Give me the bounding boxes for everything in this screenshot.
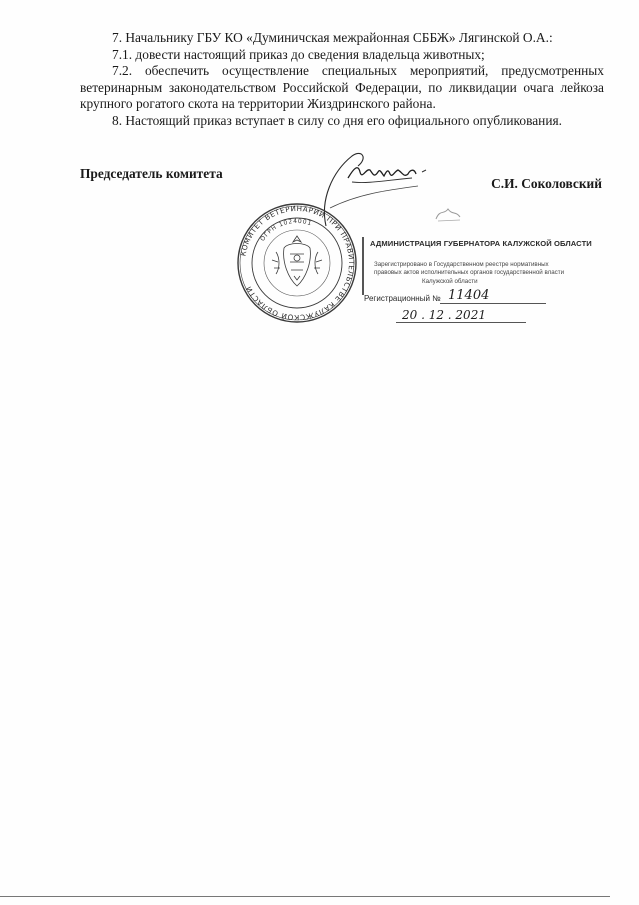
registration-date-underline [396, 322, 526, 323]
stamp-left-rule [362, 237, 364, 295]
registration-header: АДМИНИСТРАЦИЯ ГУБЕРНАТОРА КАЛУЖСКОЙ ОБЛАСТИ [370, 239, 592, 248]
signatory-name: С.И. Соколовский [491, 176, 602, 191]
registration-number-label: Регистрационный № [364, 294, 441, 303]
svg-text:ОГРН 1024001: ОГРН 1024001 [259, 217, 313, 243]
paragraph-7-1: 7.1. довести настоящий приказ до сведения владельца животных; [112, 46, 485, 62]
order-text-block [80, 30, 604, 130]
registration-line-3: Калужской области [422, 278, 478, 285]
signatory-title: Председатель комитета [80, 166, 223, 181]
paragraph-7: 7. Начальнику ГБУ КО «Думиничская межрайонная СББЖ» Лягинской О.А.: [112, 30, 553, 45]
registration-date-value: 20 . 12 . 2021 [402, 308, 486, 322]
official-seal [236, 202, 358, 324]
bottom-scan-edge-line [0, 896, 610, 897]
registration-line-2: правовых актов исполнительных органов государственной власти [374, 269, 565, 276]
registration-number-underline [440, 303, 546, 304]
registration-stamp [362, 237, 592, 327]
ink-blot-mark [434, 205, 464, 223]
svg-text:КОМИТЕТ ВЕТЕРИНАРИИ ПРИ ПРАВИТ: КОМИТЕТ ВЕТЕРИНАРИИ ПРИ ПРАВИТЕЛЬСТВЕ КАЛУЖСКОЙ ОБЛАСТИ [238, 203, 357, 323]
paragraph-8: 8. Настоящий приказ вступает в силу со дня его официального опубликования. [112, 112, 562, 128]
registration-line-1: Зарегистрировано в Государственном реестре нормативных [374, 261, 549, 268]
paragraph-7-2: 7.2. обеспечить осуществление специальных мероприятий, предусмотренных ветеринарным законодательством Российской Федерации, по ликвидации очага лейкоза крупного рогатого скота на территории Жиздринского района. [80, 63, 604, 112]
registration-number-value: 11404 [448, 288, 490, 303]
